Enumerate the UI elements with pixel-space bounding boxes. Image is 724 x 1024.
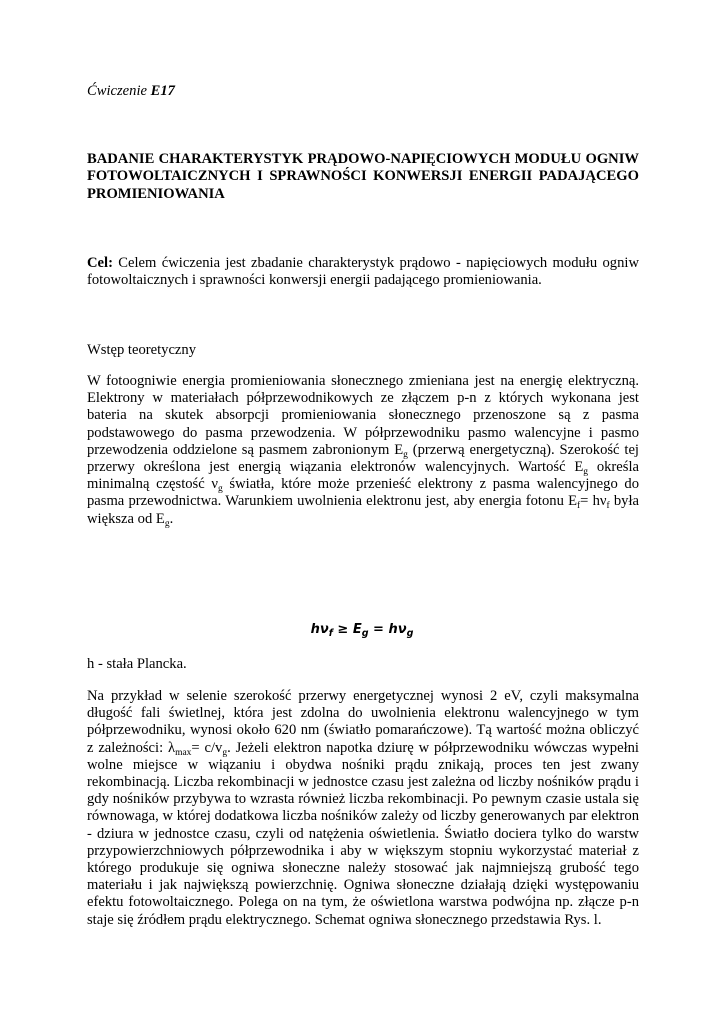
photon-energy-formula: $h\nu_f \ge E_g = h\nu_g$ bbox=[310, 622, 414, 639]
selenium-paragraph: Na przykład w selenie szerokość przerwy energetycznej wynosi 2 eV, czyli maksymalna długość fali świetlnej, która jest zdolna do uwolnienia elektronu walencyjnego w tym półprzewodniku, wynosi około 620 nm (światło pomarańczowe). Tą wartość można obliczyć z zależności: $\lambda_{max}= c/v_g$. Jeżeli elektron napotka dziurę w półprzewodniku wówczas wypełni wolne miejsce w wiązaniu i obydwa nośniki prądu znikają, proces ten jest zwany rekombinacją. Liczba rekombinacji w jednostce czasu jest zależna od liczby nośników prądu i gdy nośników przybywa to wzrasta również liczba rekombinacji. Po pewnym czasie ustala się równowaga, w której dodatkowa liczba nośników zależy od liczby generowanych par elektron - dziura w jednostce czasu, czyli od natężenia oświetlenia. Światło dociera tylko do warstw przypowierzchniowych półprzewodnika i aby w większym stopniu wykorzystać materiał z którego produkuje się ogniwa słoneczne należy stosować jak najmniejszą grubość tego materiału i jak największą powierzchnię. Ogniwa słoneczne działają dzięki występowaniu efektu fotowoltaicznego. Polega on na tym, że oświetlona warstwa podwójna np. złącze p-n staje się źródłem prądu elektrycznego. Schemat ogniwa słonecznego przedstawia Rys. l. bbox=[87, 688, 639, 928]
exercise-code: E17 bbox=[150, 83, 175, 99]
exercise-label bbox=[87, 83, 639, 100]
section-heading: Wstęp teoretyczny bbox=[87, 342, 196, 358]
planck-note: h - stała Plancka. bbox=[87, 656, 187, 672]
goal-paragraph bbox=[87, 255, 639, 289]
goal-text: Celem ćwiczenia jest zbadanie charakterystyk prądowo - napięciowych modułu ogniw fotowoltaicznych i sprawności konwersji energii padającego promieniowania. bbox=[87, 255, 639, 289]
document-title: BADANIE CHARAKTERYSTYK PRĄDOWO-NAPIĘCIOWYCH MODUŁU OGNIW FOTOWOLTAICZNYCH I SPRAWNOŚCI KONWERSJI ENERGII PADAJĄCEGO PROMIENIOWANIA bbox=[87, 151, 639, 202]
goal-label: Cel: bbox=[87, 255, 113, 271]
intro-paragraph: W fotoogniwie energia promieniowania słonecznego zmieniana jest na energię elektryczną. Elektrony w materiałach półprzewodnikowych ze złączem p-n z których wykonana jest bateria na skutek absorpcji promieniowania słonecznego przenoszone są z pasma podstawowego do pasma przewodzenia. W półprzewodniku pasmo walencyjne i pasmo przewodzenia oddzielone są pasmem zabronionym $E_g$ (przerwą energetyczną). Szerokość tej przerwy określona jest energią wiązania elektronów walencyjnych. Wartość $E_g$ określa minimalną częstość $\nu_g$ światła, które może przenieść elektrony z pasma walencyjnego do pasma przewodnictwa. Warunkiem uwolnienia elektronu jest, aby energia fotonu $E_f= h\nu_f$ była większa od $E_g$. bbox=[87, 373, 640, 529]
exercise-prefix: Ćwiczenie bbox=[87, 83, 151, 99]
